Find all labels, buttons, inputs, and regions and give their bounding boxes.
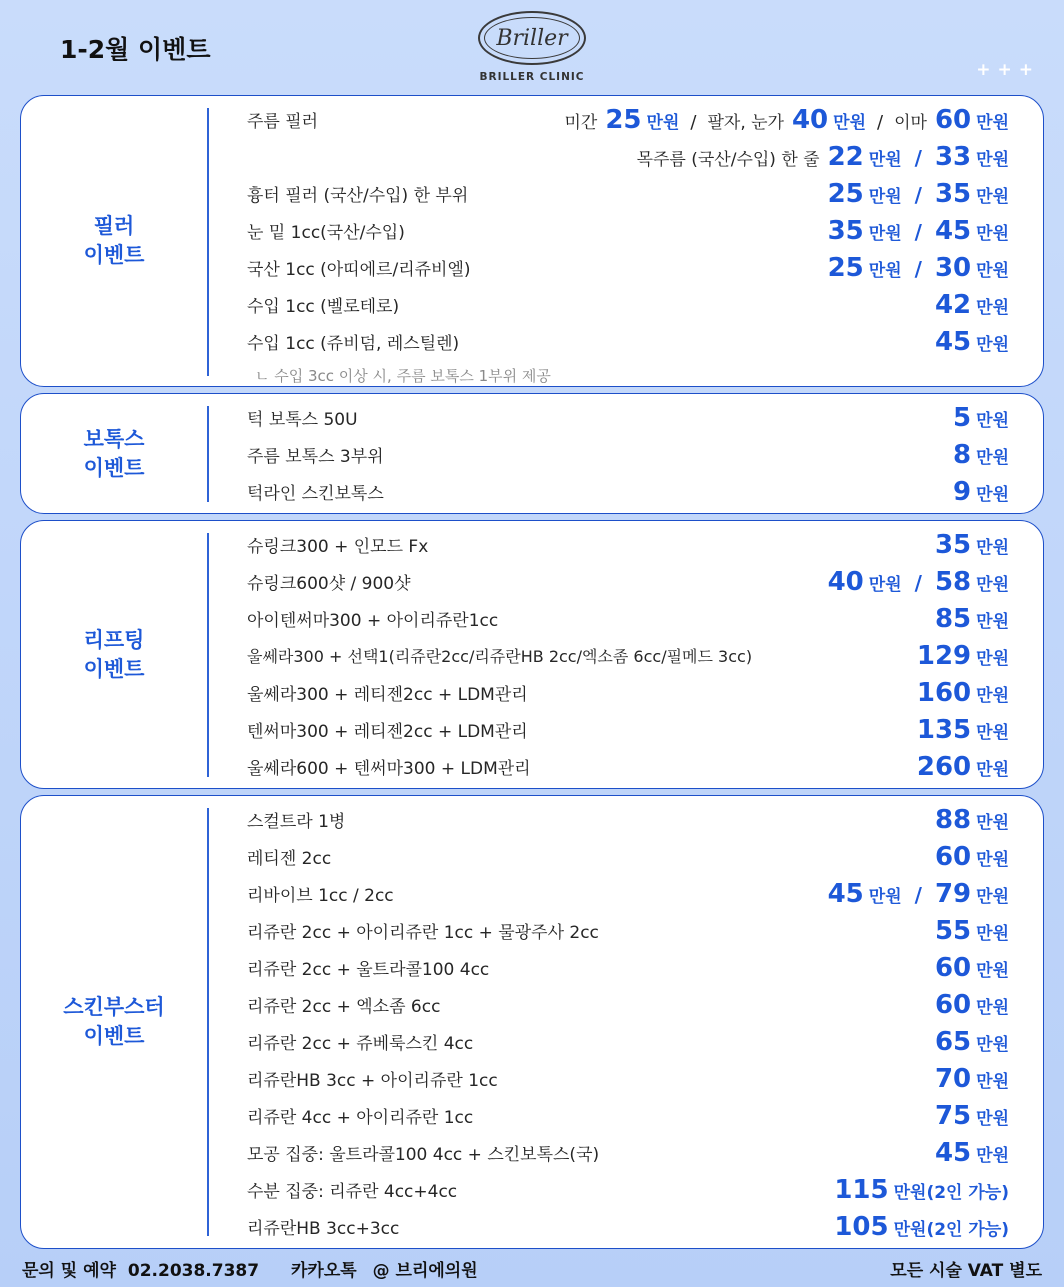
price-value: 60 [934,952,972,983]
price-row [247,1023,1009,1060]
price-row [247,600,1009,637]
vat-note: 모든 시술 VAT 별도 [890,1261,1042,1281]
item-name: 눈 밑 1cc(국산/수입) [247,223,405,243]
price-value: 35 [827,215,864,246]
price-row [247,1171,1009,1208]
price-row [247,563,1009,600]
price-group: 35 만원 [934,529,1009,560]
section-divider [207,406,209,502]
price-group: 260 만원 [916,751,1009,782]
price-group: 129 만원 [916,640,1009,671]
price-value: 70 [934,1063,972,1094]
price-value: 79 [934,878,972,909]
price-value: 5 [953,402,972,433]
lifting-event-card [20,520,1044,789]
item-name: 리바이브 1cc / 2cc [247,886,394,906]
item-name: 슈링크300 + 인모드 Fx [247,537,429,557]
price-value: 135 [916,714,972,745]
botox-event-card [20,393,1044,514]
filler-note: ㄴ 수입 3cc 이상 시, 주름 보톡스 1부위 제공 [255,366,551,385]
price-group: 70 만원 [934,1063,1009,1094]
item-name: 울쎄라600 + 텐써마300 + LDM관리 [247,759,531,779]
phone-number: 02.2038.7387 [127,1261,260,1281]
item-name: 수입 1cc (쥬비덤, 레스틸렌) [247,334,460,354]
price-group: 75 만원 [934,1100,1009,1131]
price-row [247,1134,1009,1171]
section-divider [207,533,209,777]
item-name: 턱 보톡스 50U [247,410,358,430]
filler-event-card [20,95,1044,387]
price-row [247,138,1009,175]
price-value: 129 [916,640,972,671]
clinic-logo [478,11,586,83]
price-row [247,526,1009,563]
price-value: 40 [791,104,829,135]
price-row [247,323,1009,360]
item-name: 울쎄라300 + 선택1(리쥬란2cc/리쥬란HB 2cc/엑소좀 6cc/필메드 3cc) [247,647,753,666]
price-group: 5 만원 [953,402,1009,433]
item-name: 리쥬란HB 3cc+3cc [247,1219,400,1239]
price-row [247,986,1009,1023]
price-value: 260 [916,751,972,782]
price-value: 22 [827,141,864,172]
logo-wordmark: Briller [496,25,568,51]
logo-oval-mark [478,11,586,65]
item-name: 턱라인 스킨보톡스 [247,484,384,504]
item-name: 수분 집중: 리쥬란 4cc+4cc [247,1182,458,1202]
price-value: 115 [834,1174,889,1205]
price-group: 60 만원 [934,989,1009,1020]
price-row [247,949,1009,986]
price-value: 35 [934,178,972,209]
item-name: 수입 1cc (벨로테로) [247,297,400,317]
lifting-section-label: 리프팅 이벤트 [83,627,145,681]
price-group: 85 만원 [934,603,1009,634]
item-name: 아이텐써마300 + 아이리쥬란1cc [247,611,499,631]
price-group: 135 만원 [916,714,1009,745]
price-value: 42 [934,289,972,320]
price-group: 40 만원 / 58 만원 [827,566,1009,597]
item-name: 주름 필러 [247,112,319,132]
price-row [247,436,1009,473]
price-group: 115 만원(2인 가능) [834,1174,1009,1205]
price-value: 25 [605,104,642,135]
price-group: 목주름 (국산/수입) 한 줄 22 만원 / 33 만원 [636,141,1009,172]
price-value: 45 [827,878,864,909]
price-value: 58 [934,566,972,597]
price-value: 60 [934,989,972,1020]
price-value: 60 [934,841,972,872]
price-value: 30 [934,252,972,283]
item-name: 리쥬란 2cc + 울트라콜100 4cc [247,960,490,980]
price-group: 8 만원 [953,439,1009,470]
botox-section-label: 보톡스 이벤트 [83,426,145,480]
price-row [247,249,1009,286]
price-value: 25 [827,252,864,283]
item-name: 리쥬란 2cc + 아이리쥬란 1cc + 물광주사 2cc [247,923,599,943]
price-group: 105 만원(2인 가능) [834,1211,1009,1242]
item-name: 리쥬란 2cc + 쥬베룩스킨 4cc [247,1034,474,1054]
price-group: 42 만원 [934,289,1009,320]
price-group: 160 만원 [916,677,1009,708]
item-name: 흉터 필러 (국산/수입) 한 부위 [247,186,469,206]
price-group: 35 만원 / 45 만원 [827,215,1009,246]
price-group: 45 만원 / 79 만원 [827,878,1009,909]
kakao-label: 카카오톡 [291,1261,357,1281]
price-value: 55 [934,915,972,946]
price-value: 160 [916,677,972,708]
price-value: 88 [934,804,972,835]
price-row [247,1208,1009,1245]
item-name: 리쥬란 4cc + 아이리쥬란 1cc [247,1108,474,1128]
price-group: 25 만원 / 35 만원 [827,178,1009,209]
item-name: 모공 집중: 울트라콜100 4cc + 스킨보톡스(국) [247,1145,600,1165]
price-value: 35 [934,529,972,560]
price-group: 45 만원 [934,326,1009,357]
price-value: 8 [953,439,972,470]
price-row [247,175,1009,212]
price-group: 60 만원 [934,952,1009,983]
price-value: 60 [934,104,972,135]
sparkle-icon: +++ [976,60,1040,80]
price-value: 33 [934,141,972,172]
skinbooster-section-label: 스킨부스터 이벤트 [63,995,165,1048]
page-title: 1-2월 이벤트 [60,35,211,64]
item-name: 주름 보톡스 3부위 [247,447,384,467]
price-value: 9 [953,476,972,507]
section-divider [207,108,209,376]
skinbooster-event-card [20,795,1044,1249]
logo-subtitle: BRILLER CLINIC [479,71,585,83]
price-row [247,473,1009,510]
price-group: 60 만원 [934,841,1009,872]
price-group: 55 만원 [934,915,1009,946]
price-group: 88 만원 [934,804,1009,835]
price-row [247,912,1009,949]
section-divider [207,808,209,1236]
kakao-id: @ 브리에의원 [372,1261,478,1281]
item-name: 리쥬란 2cc + 엑소좀 6cc [247,997,441,1017]
contact-label: 문의 및 예약 [22,1261,116,1281]
item-name: 리쥬란HB 3cc + 아이리쥬란 1cc [247,1071,498,1091]
price-group: 9 만원 [953,476,1009,507]
price-value: 45 [934,215,972,246]
price-value: 45 [934,1137,972,1168]
price-value: 40 [827,566,864,597]
price-value: 65 [934,1026,972,1057]
item-name: 레티젠 2cc [247,849,332,869]
price-row [247,711,1009,748]
price-row [247,748,1009,785]
price-row [247,286,1009,323]
price-value: 75 [934,1100,972,1131]
item-name: 스컬트라 1병 [247,812,346,832]
price-row [247,1097,1009,1134]
price-group: 65 만원 [934,1026,1009,1057]
filler-section-label: 필러 이벤트 [83,214,145,267]
price-row [247,399,1009,436]
price-row [247,212,1009,249]
footer [22,1256,1042,1281]
price-row [247,674,1009,711]
price-row [247,838,1009,875]
price-row [247,101,1009,138]
price-row [247,1060,1009,1097]
price-group: 45 만원 [934,1137,1009,1168]
price-row [247,637,1009,674]
item-name: 울쎄라300 + 레티젠2cc + LDM관리 [247,685,528,705]
price-group: 25 만원 / 30 만원 [827,252,1009,283]
price-row [247,801,1009,838]
price-value: 85 [934,603,972,634]
price-value: 25 [827,178,864,209]
price-value: 105 [834,1211,889,1242]
price-value: 45 [934,326,972,357]
price-row [247,875,1009,912]
item-name: 국산 1cc (아띠에르/리쥬비엘) [247,260,471,280]
price-group: 미간 25 만원 / 팔자, 눈가 40 만원 / 이마 60 만원 [564,104,1009,135]
item-name: 텐써마300 + 레티젠2cc + LDM관리 [247,722,528,742]
item-name: 슈링크600샷 / 900샷 [247,574,411,594]
